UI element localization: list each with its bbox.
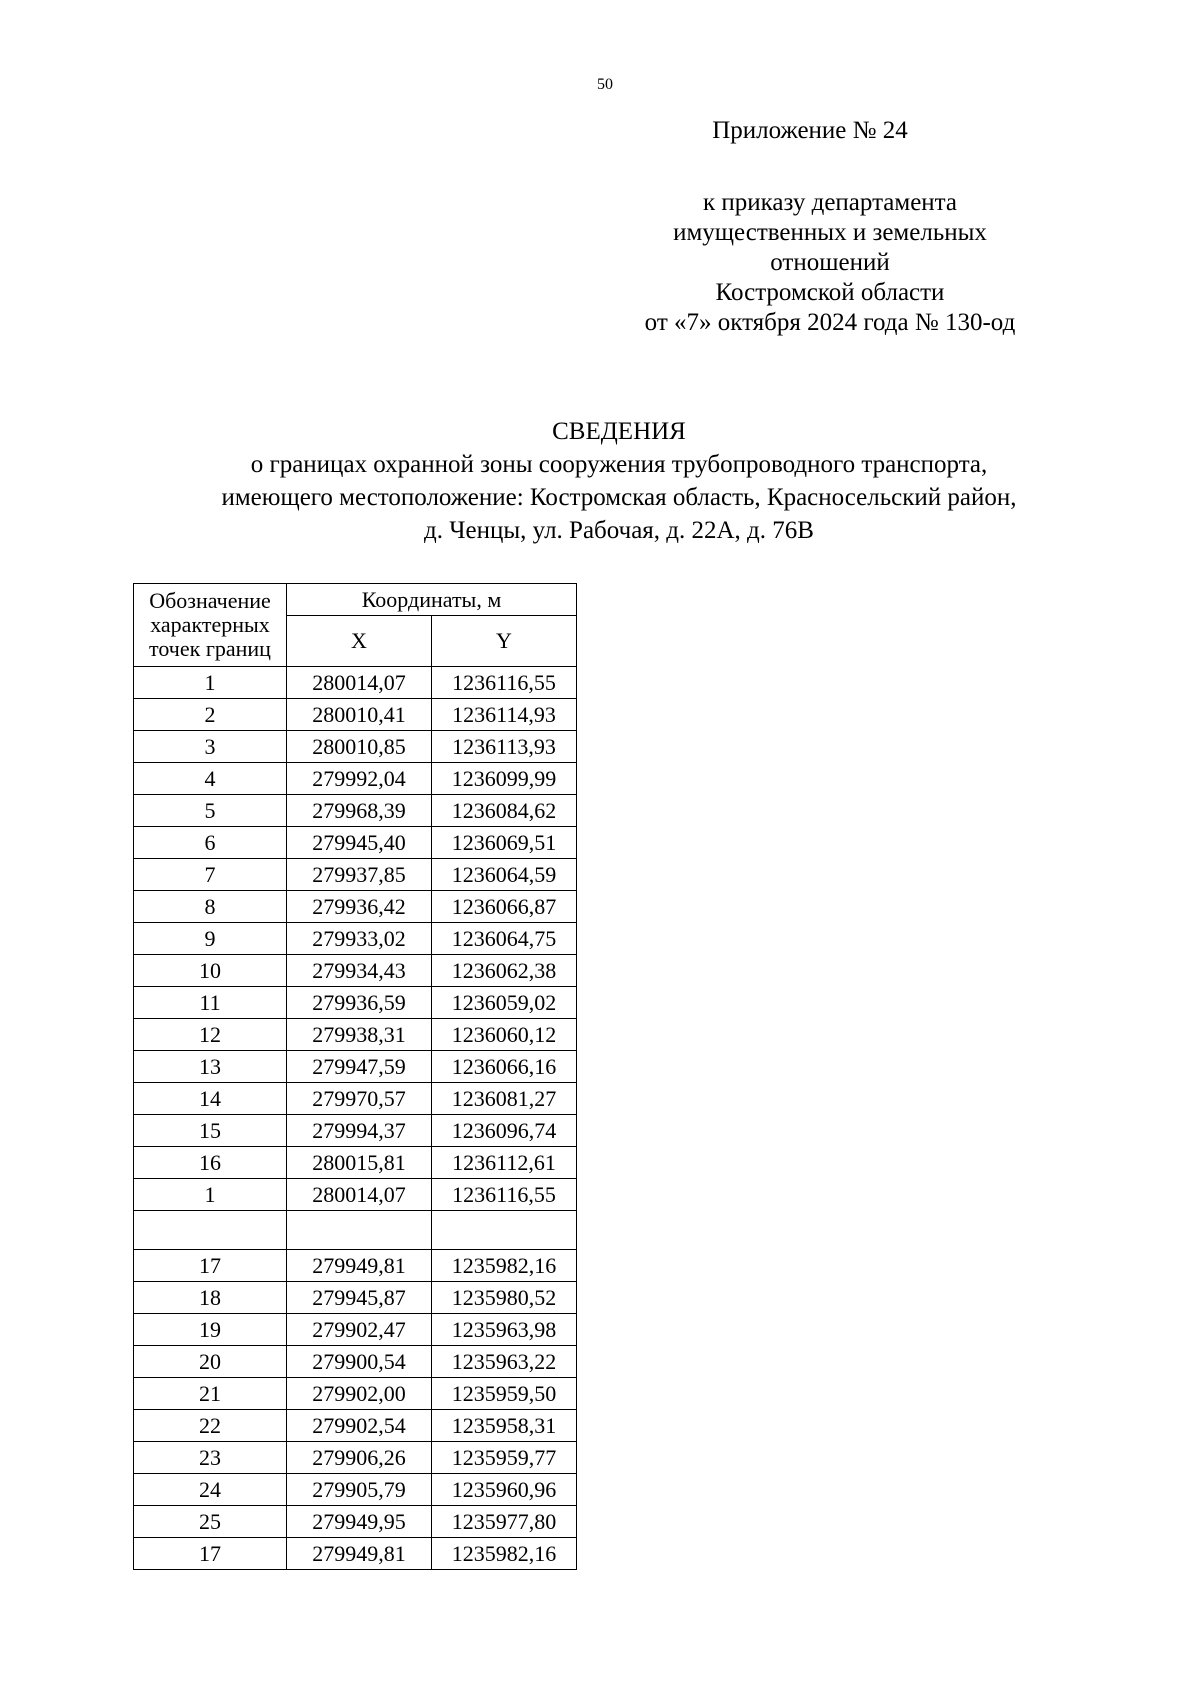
- table-row: [134, 1147, 577, 1179]
- x-coordinate-cell: 279968,39: [287, 795, 432, 827]
- y-coordinate-cell: 1236064,75: [432, 923, 577, 955]
- y-coordinate-cell: 1236116,55: [432, 1179, 577, 1211]
- point-number-cell: 15: [134, 1115, 287, 1147]
- title-heading: СВЕДЕНИЯ: [552, 418, 686, 445]
- header-x: X: [287, 616, 432, 667]
- title-line: д. Ченцы, ул. Рабочая, д. 22А, д. 76В: [424, 517, 814, 544]
- y-coordinate-cell: 1235960,96: [432, 1474, 577, 1506]
- point-number-cell: 12: [134, 1019, 287, 1051]
- y-coordinate-cell: 1235959,77: [432, 1442, 577, 1474]
- point-number-cell: 1: [134, 1179, 287, 1211]
- page-number: 50: [597, 76, 613, 93]
- table-row: [134, 1410, 577, 1442]
- document-title: [0, 415, 1200, 547]
- point-number-cell: 13: [134, 1051, 287, 1083]
- x-coordinate-cell: 279936,42: [287, 891, 432, 923]
- point-number-cell: 22: [134, 1410, 287, 1442]
- y-coordinate-cell: 1236064,59: [432, 859, 577, 891]
- header-coordinates: Координаты, м: [287, 584, 577, 616]
- point-number-cell: 23: [134, 1442, 287, 1474]
- y-coordinate-cell: 1236059,02: [432, 987, 577, 1019]
- y-coordinate-cell: 1236096,74: [432, 1115, 577, 1147]
- y-coordinate-cell: 1235963,22: [432, 1346, 577, 1378]
- x-coordinate-cell: 279937,85: [287, 859, 432, 891]
- point-number-cell: 4: [134, 763, 287, 795]
- y-coordinate-cell: 1236060,12: [432, 1019, 577, 1051]
- table-row: [134, 1506, 577, 1538]
- x-coordinate-cell: 279992,04: [287, 763, 432, 795]
- table-row: [134, 859, 577, 891]
- order-line: к приказу департамента: [702, 189, 958, 216]
- table-body: [134, 667, 577, 1570]
- y-coordinate-cell: 1236113,93: [432, 731, 577, 763]
- x-coordinate-cell: 279949,81: [287, 1538, 432, 1570]
- point-number-cell: 17: [134, 1538, 287, 1570]
- x-coordinate-cell: 279945,87: [287, 1282, 432, 1314]
- table-row: [134, 923, 577, 955]
- point-number-cell: 24: [134, 1474, 287, 1506]
- point-number-cell: 21: [134, 1378, 287, 1410]
- x-coordinate-cell: 279933,02: [287, 923, 432, 955]
- point-number-cell: 7: [134, 859, 287, 891]
- y-coordinate-cell: 1236066,16: [432, 1051, 577, 1083]
- y-coordinate-cell: 1236116,55: [432, 667, 577, 699]
- y-coordinate-cell: 1235980,52: [432, 1282, 577, 1314]
- y-coordinate-cell: 1236114,93: [432, 699, 577, 731]
- y-coordinate-cell: 1235982,16: [432, 1250, 577, 1282]
- table-row: [134, 1019, 577, 1051]
- y-coordinate-cell: [432, 1211, 577, 1250]
- table-row: [134, 1314, 577, 1346]
- appendix-label: Приложение № 24: [712, 117, 908, 144]
- point-number-cell: 11: [134, 987, 287, 1019]
- x-coordinate-cell: 279945,40: [287, 827, 432, 859]
- x-coordinate-cell: 279902,00: [287, 1378, 432, 1410]
- table-row: [134, 891, 577, 923]
- order-line: от «7» октября 2024 года № 130-од: [644, 309, 1016, 336]
- order-reference: [600, 188, 1060, 338]
- table-row: [134, 1250, 577, 1282]
- point-number-cell: 19: [134, 1314, 287, 1346]
- y-coordinate-cell: 1235958,31: [432, 1410, 577, 1442]
- point-number-cell: 14: [134, 1083, 287, 1115]
- table-row: [134, 1211, 577, 1250]
- y-coordinate-cell: 1235977,80: [432, 1506, 577, 1538]
- y-coordinate-cell: 1236066,87: [432, 891, 577, 923]
- table-row: [134, 1538, 577, 1570]
- x-coordinate-cell: [287, 1211, 432, 1250]
- x-coordinate-cell: 280014,07: [287, 1179, 432, 1211]
- x-coordinate-cell: 279905,79: [287, 1474, 432, 1506]
- table-row: [134, 1442, 577, 1474]
- table-row: [134, 763, 577, 795]
- x-coordinate-cell: 279936,59: [287, 987, 432, 1019]
- y-coordinate-cell: 1236112,61: [432, 1147, 577, 1179]
- x-coordinate-cell: 279900,54: [287, 1346, 432, 1378]
- point-number-cell: [134, 1211, 287, 1250]
- point-number-cell: 2: [134, 699, 287, 731]
- table-row: [134, 667, 577, 699]
- x-coordinate-cell: 279906,26: [287, 1442, 432, 1474]
- title-line: о границах охранной зоны сооружения трубопроводного транспорта,: [250, 451, 988, 478]
- point-number-cell: 16: [134, 1147, 287, 1179]
- y-coordinate-cell: 1236069,51: [432, 827, 577, 859]
- table-row: [134, 987, 577, 1019]
- y-coordinate-cell: 1236084,62: [432, 795, 577, 827]
- x-coordinate-cell: 279902,54: [287, 1410, 432, 1442]
- x-coordinate-cell: 279902,47: [287, 1314, 432, 1346]
- table-row: [134, 955, 577, 987]
- table-row: [134, 795, 577, 827]
- x-coordinate-cell: 280010,85: [287, 731, 432, 763]
- y-coordinate-cell: 1236081,27: [432, 1083, 577, 1115]
- header-y: Y: [432, 616, 577, 667]
- x-coordinate-cell: 279938,31: [287, 1019, 432, 1051]
- x-coordinate-cell: 279947,59: [287, 1051, 432, 1083]
- point-number-cell: 20: [134, 1346, 287, 1378]
- y-coordinate-cell: 1236099,99: [432, 763, 577, 795]
- point-number-cell: 8: [134, 891, 287, 923]
- coordinates-table: [133, 583, 577, 1570]
- y-coordinate-cell: 1235963,98: [432, 1314, 577, 1346]
- x-coordinate-cell: 279934,43: [287, 955, 432, 987]
- table-row: [134, 1474, 577, 1506]
- x-coordinate-cell: 280014,07: [287, 667, 432, 699]
- table-row: [134, 1083, 577, 1115]
- y-coordinate-cell: 1236062,38: [432, 955, 577, 987]
- header-point-designation: Обозначение характерных точек границ: [134, 584, 287, 667]
- point-number-cell: 25: [134, 1506, 287, 1538]
- point-number-cell: 5: [134, 795, 287, 827]
- point-number-cell: 17: [134, 1250, 287, 1282]
- y-coordinate-cell: 1235982,16: [432, 1538, 577, 1570]
- y-coordinate-cell: 1235959,50: [432, 1378, 577, 1410]
- x-coordinate-cell: 279970,57: [287, 1083, 432, 1115]
- x-coordinate-cell: 279949,95: [287, 1506, 432, 1538]
- title-line: имеющего местоположение: Костромская область, Красносельский район,: [221, 484, 1017, 511]
- x-coordinate-cell: 279994,37: [287, 1115, 432, 1147]
- point-number-cell: 1: [134, 667, 287, 699]
- table-row: [134, 1051, 577, 1083]
- order-line: имущественных и земельных: [673, 219, 987, 246]
- order-line: отношений: [770, 249, 890, 276]
- table-row: [134, 1346, 577, 1378]
- point-number-cell: 9: [134, 923, 287, 955]
- point-number-cell: 6: [134, 827, 287, 859]
- x-coordinate-cell: 280010,41: [287, 699, 432, 731]
- table-row: [134, 731, 577, 763]
- point-number-cell: 18: [134, 1282, 287, 1314]
- table-row: [134, 1378, 577, 1410]
- x-coordinate-cell: 279949,81: [287, 1250, 432, 1282]
- point-number-cell: 10: [134, 955, 287, 987]
- order-line: Костромской области: [715, 279, 945, 306]
- table-row: [134, 1282, 577, 1314]
- table-row: [134, 1179, 577, 1211]
- x-coordinate-cell: 280015,81: [287, 1147, 432, 1179]
- point-number-cell: 3: [134, 731, 287, 763]
- table-row: [134, 699, 577, 731]
- table-row: [134, 827, 577, 859]
- table-row: [134, 1115, 577, 1147]
